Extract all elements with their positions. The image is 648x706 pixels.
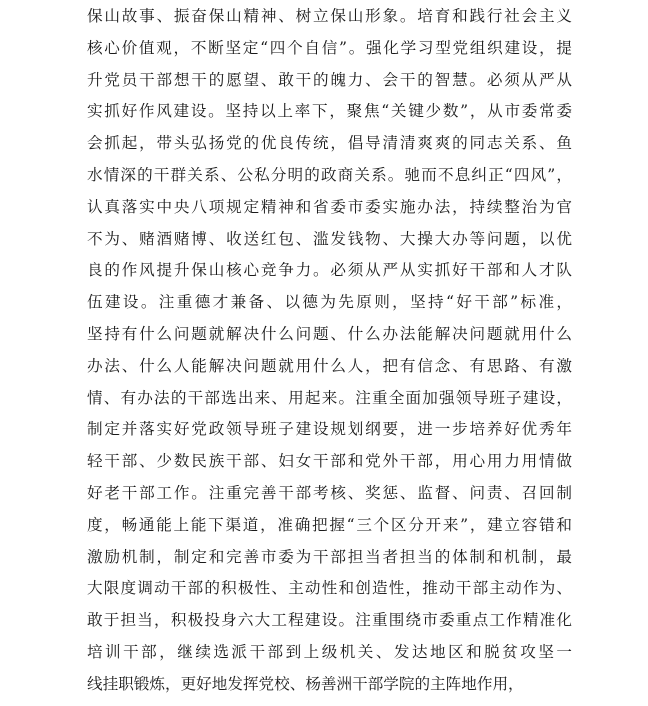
text-line: 升党员干部想干的愿望、敢干的魄力、会干的智慧。必须从严从	[87, 70, 572, 89]
text-line: 激励机制，制定和完善市委为干部担当者担当的体制和机制，最	[87, 547, 572, 566]
text-line: 伍建设。注重德才兼备、以德为先原则，坚持“好干部”标准，	[87, 293, 572, 312]
text-line: 水情深的干群关系、公私分明的政商关系。驰而不息纠正“四风”，	[87, 165, 572, 184]
text-line: 敢于担当，积极投身六大工程建设。注重围绕市委重点工作精准化	[87, 611, 572, 630]
text-line: 实抓好作风建设。坚持以上率下，聚焦“关键少数”，从市委常委	[87, 102, 572, 121]
text-line: 核心价值观，不断坚定“四个自信”。强化学习型党组织建设，提	[87, 38, 572, 57]
text-line: 度，畅通能上能下渠道，准确把握“三个区分开来”，建立容错和	[87, 515, 572, 534]
text-line: 会抓起，带头弘扬党的优良传统，倡导清清爽爽的同志关系、鱼	[87, 134, 572, 153]
text-line: 坚持有什么问题就解决什么问题、什么办法能解决问题就用什么	[87, 324, 572, 343]
text-line: 认真落实中央八项规定精神和省委市委实施办法，持续整治为官	[87, 197, 572, 216]
text-line: 办法、什么人能解决问题就用什么人，把有信念、有思路、有激	[87, 356, 572, 375]
document-page	[87, 0, 572, 706]
text-line: 不为、赌酒赌博、收送红包、滥发钱物、大操大办等问题，以优	[87, 229, 572, 248]
text-line: 良的作风提升保山核心竞争力。必须从严从实抓好干部和人才队	[87, 261, 572, 280]
text-line: 培训干部，继续选派干部到上级机关、发达地区和脱贫攻坚一	[87, 642, 572, 661]
text-line: 好老干部工作。注重完善干部考核、奖惩、监督、问责、召回制	[87, 483, 572, 502]
text-line: 保山故事、振奋保山精神、树立保山形象。培育和践行社会主义	[87, 7, 572, 25]
text-line: 情、有办法的干部选出来、用起来。注重全面加强领导班子建设，	[87, 388, 572, 407]
text-line: 大限度调动干部的积极性、主动性和创造性，推动干部主动作为、	[87, 579, 572, 598]
text-line: 制定并落实好党政领导班子建设规划纲要，进一步培养好优秀年	[87, 420, 572, 439]
text-line: 线挂职锻炼，更好地发挥党校、杨善洲干部学院的主阵地作用，	[87, 674, 524, 693]
text-line: 轻干部、少数民族干部、妇女干部和党外干部，用心用力用情做	[87, 452, 572, 471]
